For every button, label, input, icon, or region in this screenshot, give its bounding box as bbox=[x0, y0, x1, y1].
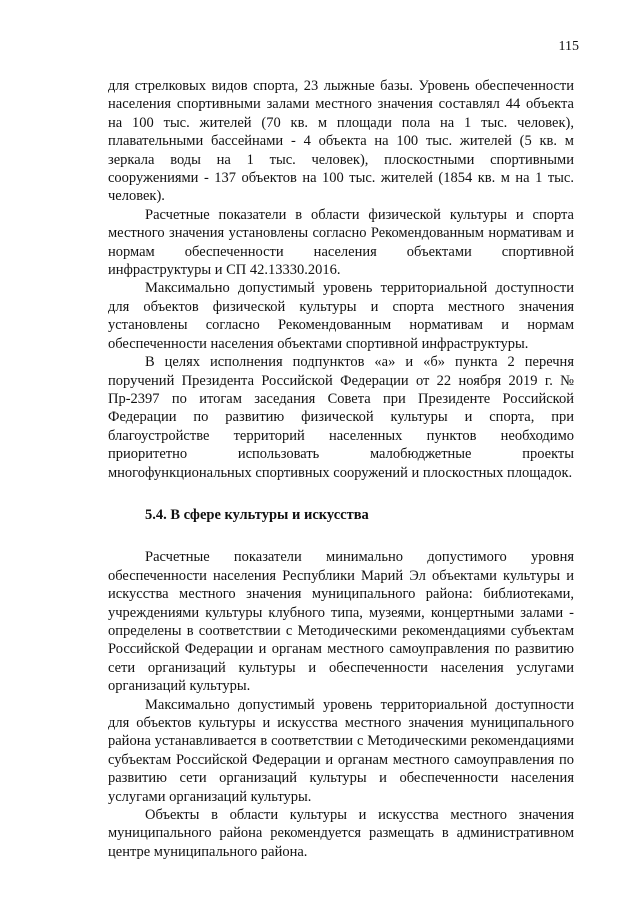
paragraph-culture-placement: Объекты в области культуры и искусства местного значения муниципального района рекомендуется размещать в административном центре муниципального района. bbox=[108, 807, 574, 860]
paragraph-president-orders: В целях исполнения подпунктов «а» и «б» пункта 2 перечня поручений Президента Российской Федерации от 22 ноября 2019 г. № Пр-2397 по итогам заседания Совета при Президенте Российской Федерации по развитию физической культуры и спорта, при благоустройстве территорий населенных пунктов необходимо приоритетно использовать малобюджетные проекты многофункциональных спортивных сооружений и плоскостных площадок. bbox=[108, 354, 574, 481]
paragraph-sports-accessibility: Максимально допустимый уровень территориальной доступности для объектов физической культуры и спорта местного значения установлены согласно Рекомендованным нормативам и нормам обеспеченности населения объектами спортивной инфраструктуры. bbox=[108, 280, 574, 352]
section-heading: 5.4. В сфере культуры и искусства bbox=[145, 506, 369, 523]
paragraph-culture-norms: Расчетные показатели минимально допустимого уровня обеспеченности населения Республики Марий Эл объектами культуры и искусства местного значения муниципального района: библиотеками, учреждениями культуры клубного типа, музеями, концертными залами - определены в соответствии с Методическими рекомендациями субъектам Российской Федерации и органам местного самоуправления по развитию сети организаций культуры и обеспеченности населения услугами организаций культуры. bbox=[108, 549, 574, 695]
paragraph-sports-norms: Расчетные показатели в области физической культуры и спорта местного значения установлены согласно Рекомендованным нормативам и нормам обеспеченности населения объектами спортивной инфраструктуры и СП 42.13330.2016. bbox=[108, 206, 574, 279]
page-content bbox=[108, 77, 574, 861]
paragraph-culture-accessibility: Максимально допустимый уровень территориальной доступности для объектов культуры и искусства местного значения муниципального района устанавливается в соответствии с Методическими рекомендациями субъектам Российской Федерации и органам местного самоуправления по развитию сети организаций культуры и обеспеченности населения услугами организаций культуры. bbox=[108, 696, 574, 805]
paragraph-sports-stats: для стрелковых видов спорта, 23 лыжные базы. Уровень обеспеченности населения спортивными залами местного значения составлял 44 объекта на 100 тыс. жителей (70 кв. м площади пола на 1 тыс. человек), плавательными бассейнами - 4 объекта на 100 тыс. жителей (5 кв. м зеркала воды на 1 тыс. человек), плоскостными спортивными сооружениями - 137 объектов на 100 тыс. жителей (1854 кв. м на 1 тыс. человек). bbox=[108, 78, 574, 205]
page-number: 115 bbox=[558, 39, 579, 54]
